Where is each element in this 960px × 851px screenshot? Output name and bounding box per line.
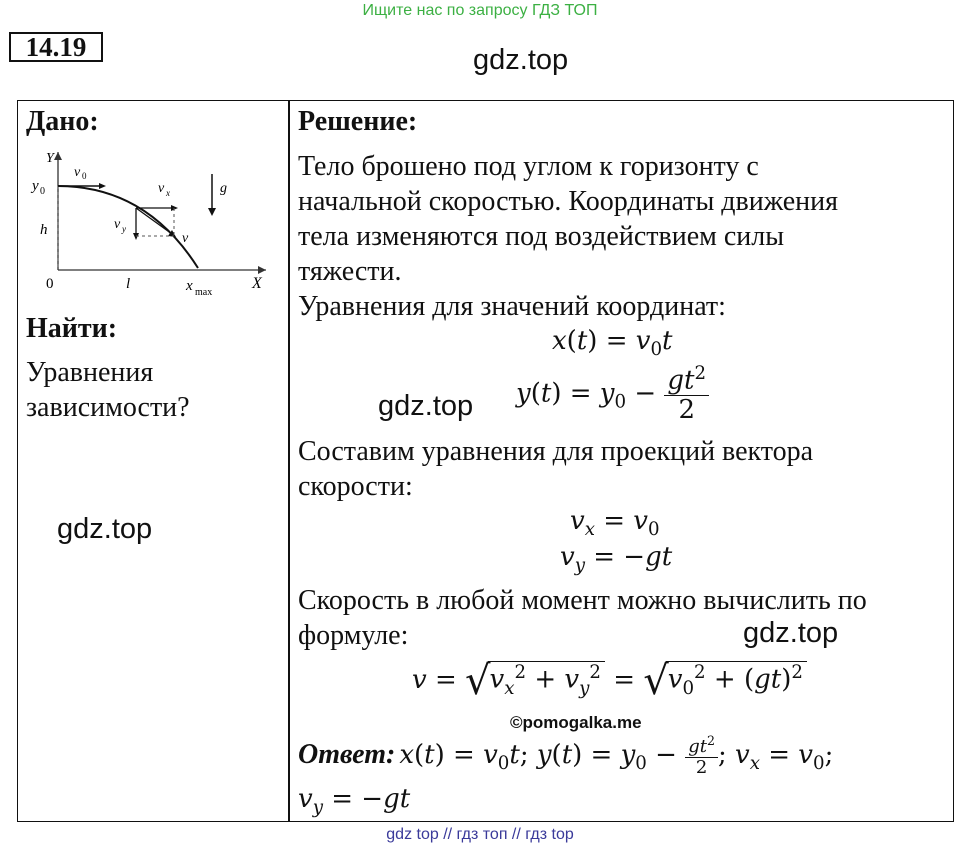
solution-line-4: тяжести. bbox=[298, 256, 402, 287]
solution-title: Решение: bbox=[298, 106, 418, 137]
trajectory-diagram-svg bbox=[26, 146, 280, 298]
answer-line-2: $v_y = -gt$ bbox=[298, 784, 411, 819]
vy-label: v bbox=[114, 217, 121, 232]
speed-intro-1: Скорость в любой момент можно вычислить по bbox=[298, 585, 867, 616]
speed-intro-2: формуле: bbox=[298, 620, 409, 651]
velocity-intro-1: Составим уравнения для проекций вектора bbox=[298, 436, 814, 467]
watermark-header: gdz.top bbox=[473, 44, 569, 76]
xmax-label: x bbox=[186, 278, 193, 294]
answer-label: Ответ: bbox=[298, 738, 396, 770]
solution-line-5: Уравнения для значений координат: bbox=[298, 291, 726, 322]
axis-x-label: X bbox=[252, 275, 262, 292]
answer-formulas: $x(t) = v_0t$; $y(t) = y_0$ − $\frac{gt^2}{2}$ ; $v_x = v_0$; bbox=[399, 733, 834, 778]
solution-line-2: начальной скоростью. Координаты движения bbox=[298, 186, 838, 217]
find-line-2: зависимости? bbox=[26, 392, 190, 423]
v-label: v bbox=[182, 231, 189, 246]
answer-line-1 bbox=[298, 734, 833, 778]
watermark-middle: gdz.top bbox=[378, 390, 474, 422]
top-search-link[interactable]: Ищите нас по запросу ГДЗ ТОП bbox=[362, 2, 598, 19]
footer-links[interactable]: gdz top // гдз топ // гдз top bbox=[386, 826, 574, 843]
solution-line-3: тела изменяются под воздействием силы bbox=[298, 221, 785, 252]
solution-line-1: Тело брошено под углом к горизонту с bbox=[298, 151, 759, 182]
v0-label: v bbox=[74, 165, 81, 180]
l-label: l bbox=[126, 276, 131, 292]
watermark-left: gdz.top bbox=[57, 513, 153, 545]
find-title: Найти: bbox=[26, 313, 118, 344]
xmax-sub: max bbox=[195, 287, 213, 298]
h-label: h bbox=[40, 222, 48, 238]
problem-number: 14.19 bbox=[9, 32, 103, 62]
y0-sub: 0 bbox=[40, 186, 45, 197]
v0-sub: 0 bbox=[82, 171, 87, 181]
velocity-intro-2: скорости: bbox=[298, 471, 413, 502]
axis-y-label: Y bbox=[46, 151, 54, 166]
vx-label: v bbox=[158, 181, 165, 196]
equation-x: $x(t) = v_0t$ bbox=[552, 326, 673, 361]
trajectory-diagram bbox=[26, 146, 280, 298]
equation-speed: $v = √v_x^2 + v_y^2 = √v_0^2 + (gt)^2$ bbox=[412, 658, 807, 704]
find-line-1: Уравнения bbox=[26, 357, 154, 388]
equation-y: $y(t) = y_0$ − $\frac{gt^2}{2}$ bbox=[516, 364, 709, 425]
copyright-mark: ©pomogalka.me bbox=[510, 713, 642, 732]
vy-sub: y bbox=[122, 224, 126, 234]
g-label: g bbox=[220, 181, 227, 196]
given-title: Дано: bbox=[26, 106, 99, 137]
vx-sub: x bbox=[166, 188, 170, 198]
watermark-right: gdz.top bbox=[743, 617, 839, 649]
origin-label: 0 bbox=[46, 276, 54, 292]
diagram-bg bbox=[26, 146, 280, 298]
equation-vx: $v_x = v_0$ bbox=[570, 506, 660, 541]
table-divider bbox=[288, 100, 290, 822]
equation-vy: $v_y = -gt$ bbox=[560, 542, 673, 577]
y0-label: y bbox=[32, 178, 39, 194]
